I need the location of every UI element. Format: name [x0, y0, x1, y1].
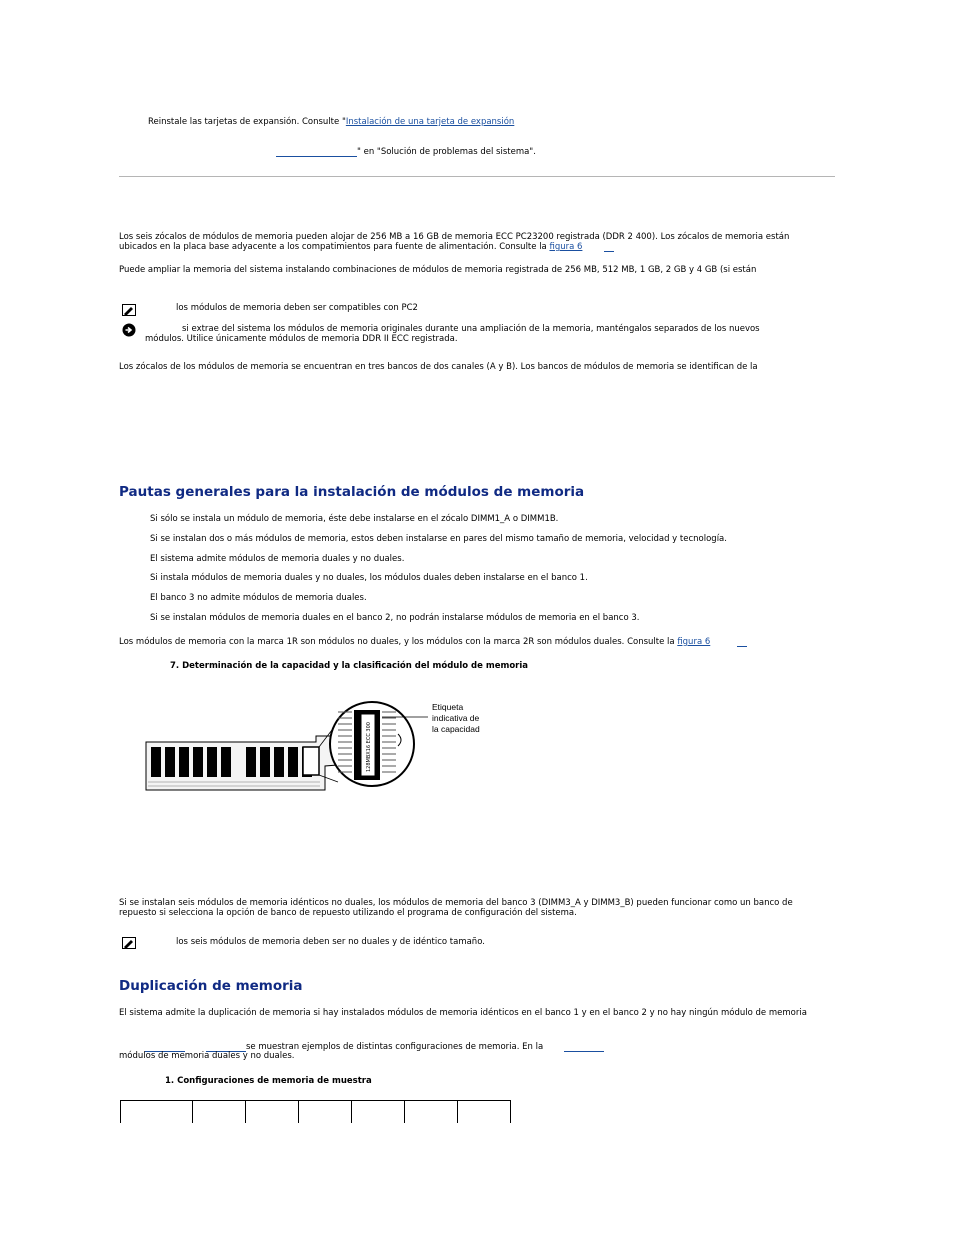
notice-line-2: módulos. Utilice únicamente módulos de memoria DDR II ECC registrada. — [145, 334, 458, 344]
table-header-cell — [458, 1101, 511, 1124]
marks-text: Los módulos de memoria con la marca 1R son módulos no duales, y los módulos con la marca 2R son módulos duales. Consulte la — [119, 637, 678, 647]
guideline-item: Si se instalan dos o más módulos de memoria, estos deben instalarse en pares del mismo tamaño de memoria, velocidad y tecnología. — [150, 534, 727, 544]
reinstall-paragraph — [148, 117, 514, 127]
section-divider — [119, 176, 835, 177]
note-icon — [122, 937, 136, 949]
spare-paragraph-line-2: repuesto si selecciona la opción de banco de repuesto utilizando el programa de configuración del sistema. — [119, 908, 577, 918]
note-icon — [122, 304, 136, 316]
figure-6-link-2-underline[interactable] — [737, 646, 747, 647]
link-continuation-underline[interactable] — [276, 156, 357, 157]
table-header-cell — [299, 1101, 352, 1124]
figure-6-link[interactable]: figura 6 — [549, 242, 583, 252]
figure-callout-line-1: Etiqueta — [432, 702, 464, 712]
figure-callout-line-3: la capacidad — [432, 724, 480, 734]
table-header-cell — [246, 1101, 299, 1124]
memory-module-figure — [140, 700, 490, 795]
notice-line-1: si extrae del sistema los módulos de memoria originales durante una ampliación de la memoria, manténgalos separados de los nuevos — [182, 324, 760, 334]
table-header-cell — [121, 1101, 193, 1124]
guideline-item: El sistema admite módulos de memoria duales y no duales. — [150, 554, 405, 564]
guidelines-heading: Pautas generales para la instalación de módulos de memoria — [119, 484, 585, 500]
figure-6-link-2[interactable]: figura 6 — [677, 637, 711, 647]
mirroring-examples-line-2: módulos de memoria duales y no duales. — [119, 1051, 295, 1061]
mirroring-examples-text: se muestran ejemplos de distintas configuraciones de memoria. En la — [246, 1042, 544, 1052]
spare-paragraph-line-1: Si se instalan seis módulos de memoria idénticos no duales, los módulos de memoria del banco 3 (DIMM3_A y DIMM3_B) pueden funcionar como un banco de — [119, 898, 793, 908]
mirroring-heading: Duplicación de memoria — [119, 978, 303, 994]
guideline-item: Si instala módulos de memoria duales y no duales, los módulos duales deben instalarse en el banco 1. — [150, 573, 588, 583]
expansion-card-link[interactable]: Instalación de una tarjeta de expansión — [345, 117, 515, 127]
chip-capacity-label: 128MBX16 ECC 300 — [366, 722, 372, 772]
figure-callout-line-2: indicativa de — [432, 713, 480, 723]
guideline-item: Si sólo se instala un módulo de memoria, éste debe instalarse en el zócalo DIMM1_A o DIMM1B. — [150, 514, 559, 524]
memory-paragraph-1-text: ubicados en la placa base adyacente a los compatimientos para fuente de alimentación. Consulte la — [119, 242, 550, 252]
figure-7-caption: 7. Determinación de la capacidad y la clasificación del módulo de memoria — [170, 661, 529, 671]
note-spare-bank: los seis módulos de memoria deben ser no duales y de idéntico tamaño. — [176, 937, 485, 947]
memory-configurations-table — [120, 1100, 511, 1123]
reinstall-continuation: " en "Solución de problemas del sistema". — [357, 147, 536, 157]
notice-icon — [122, 323, 136, 337]
figure-6-link-underline[interactable] — [604, 251, 614, 252]
memory-paragraph-1-line-2 — [119, 242, 582, 252]
table-link-3-underline[interactable] — [564, 1051, 604, 1052]
reinstall-text: Reinstale las tarjetas de expansión. Consulte " — [148, 117, 346, 127]
table-header-cell — [405, 1101, 458, 1124]
memory-paragraph-2: Puede ampliar la memoria del sistema instalando combinaciones de módulos de memoria registrada de 256 MB, 512 MB, 1 GB, 2 GB y 4 GB (si están — [119, 265, 757, 275]
table-row — [121, 1101, 511, 1124]
note-memory-compatibility: los módulos de memoria deben ser compatibles con PC2 — [176, 303, 418, 313]
mirroring-paragraph: El sistema admite la duplicación de memoria si hay instalados módulos de memoria idénticos en el banco 1 y en el banco 2 y no hay ningún módulo de memoria — [119, 1008, 807, 1018]
memory-paragraph-3: Los zócalos de los módulos de memoria se encuentran en tres bancos de dos canales (A y B). Los bancos de módulos de memoria se identifican de la — [119, 362, 758, 372]
guideline-item: El banco 3 no admite módulos de memoria duales. — [150, 593, 367, 603]
marks-paragraph — [119, 637, 710, 647]
table-header-cell — [352, 1101, 405, 1124]
memory-paragraph-1-line-1: Los seis zócalos de módulos de memoria pueden alojar de 256 MB a 16 GB de memoria ECC PC23200 registrada (DDR 2 400). Los zócalos de memoria están — [119, 232, 790, 242]
table-header-cell — [193, 1101, 246, 1124]
table-1-caption: 1. Configuraciones de memoria de muestra — [165, 1076, 372, 1086]
guideline-item: Si se instalan módulos de memoria duales en el banco 2, no podrán instalarse módulos de memoria en el banco 3. — [150, 613, 640, 623]
